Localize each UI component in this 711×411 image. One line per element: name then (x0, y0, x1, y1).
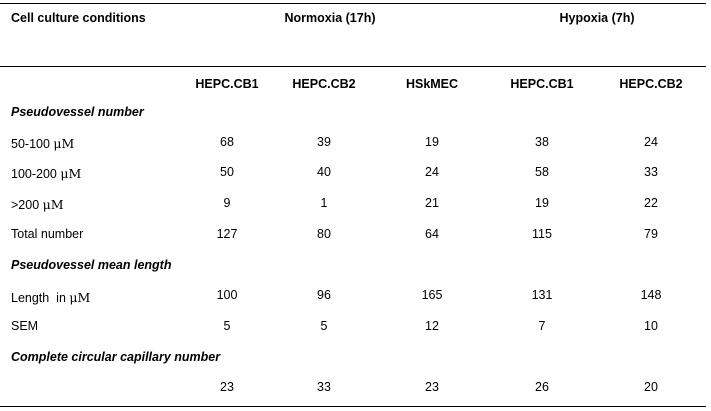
table-cell: 33 (644, 165, 658, 179)
table-cell: 23 (220, 380, 234, 394)
table-cell: 33 (317, 380, 331, 394)
column-header: HEPC.CB1 (510, 77, 574, 91)
row-label: Total number (11, 227, 84, 241)
table-cell: 10 (644, 319, 658, 333)
table-cell: 24 (644, 135, 658, 149)
table-cell: 20 (644, 380, 658, 394)
table-cell: 58 (535, 165, 549, 179)
table-cell: 12 (425, 319, 439, 333)
table-cell: 24 (425, 165, 439, 179)
normoxia-label: Normoxia (17h) (284, 11, 376, 25)
table-cell: 50 (220, 165, 234, 179)
table-top-rule (0, 3, 706, 4)
conditions-label: Cell culture conditions (11, 11, 146, 25)
column-header: HEPC.CB1 (195, 77, 259, 91)
table-cell: 115 (532, 227, 552, 241)
row-label: >200 μM (11, 197, 64, 212)
table-cell: 5 (320, 319, 328, 333)
table-cell: 68 (220, 135, 234, 149)
table-cell: 7 (538, 319, 546, 333)
table-cell: 64 (425, 227, 439, 241)
table-bottom-rule (0, 406, 706, 407)
table-cell: 80 (317, 227, 331, 241)
column-header: HEPC.CB2 (292, 77, 356, 91)
table-cell: 131 (531, 288, 553, 302)
row-label: 100-200 μM (11, 166, 82, 181)
row-label: SEM (11, 319, 39, 333)
section-title: Pseudovessel mean length (11, 258, 172, 272)
table-cell: 127 (216, 227, 238, 241)
table-cell: 1 (320, 196, 328, 210)
table-cell: 9 (223, 196, 231, 210)
table-cell: 79 (644, 227, 658, 241)
table-cell: 39 (317, 135, 331, 149)
table-cell: 19 (535, 196, 549, 210)
table-cell: 21 (425, 196, 439, 210)
table-cell: 100 (216, 288, 238, 302)
table-cell: 23 (425, 380, 439, 394)
table-cell: 148 (640, 288, 662, 302)
table-cell: 40 (317, 165, 331, 179)
column-header: HSkMEC (405, 77, 459, 91)
hypoxia-label: Hypoxia (7h) (559, 11, 635, 25)
section-title: Complete circular capillary number (11, 350, 221, 364)
table-cell: 19 (425, 135, 439, 149)
row-label: Length in μM (11, 290, 91, 305)
section-title: Pseudovessel number (11, 105, 144, 119)
table-cell: 96 (317, 288, 331, 302)
table-cell: 5 (223, 319, 231, 333)
table-cell: 26 (535, 380, 549, 394)
row-label: 50-100 μM (11, 136, 75, 151)
table-cell: 165 (421, 288, 443, 302)
table-cell: 38 (535, 135, 549, 149)
table-cell: 22 (644, 196, 658, 210)
column-header: HEPC.CB2 (619, 77, 683, 91)
header-rule (0, 66, 706, 67)
